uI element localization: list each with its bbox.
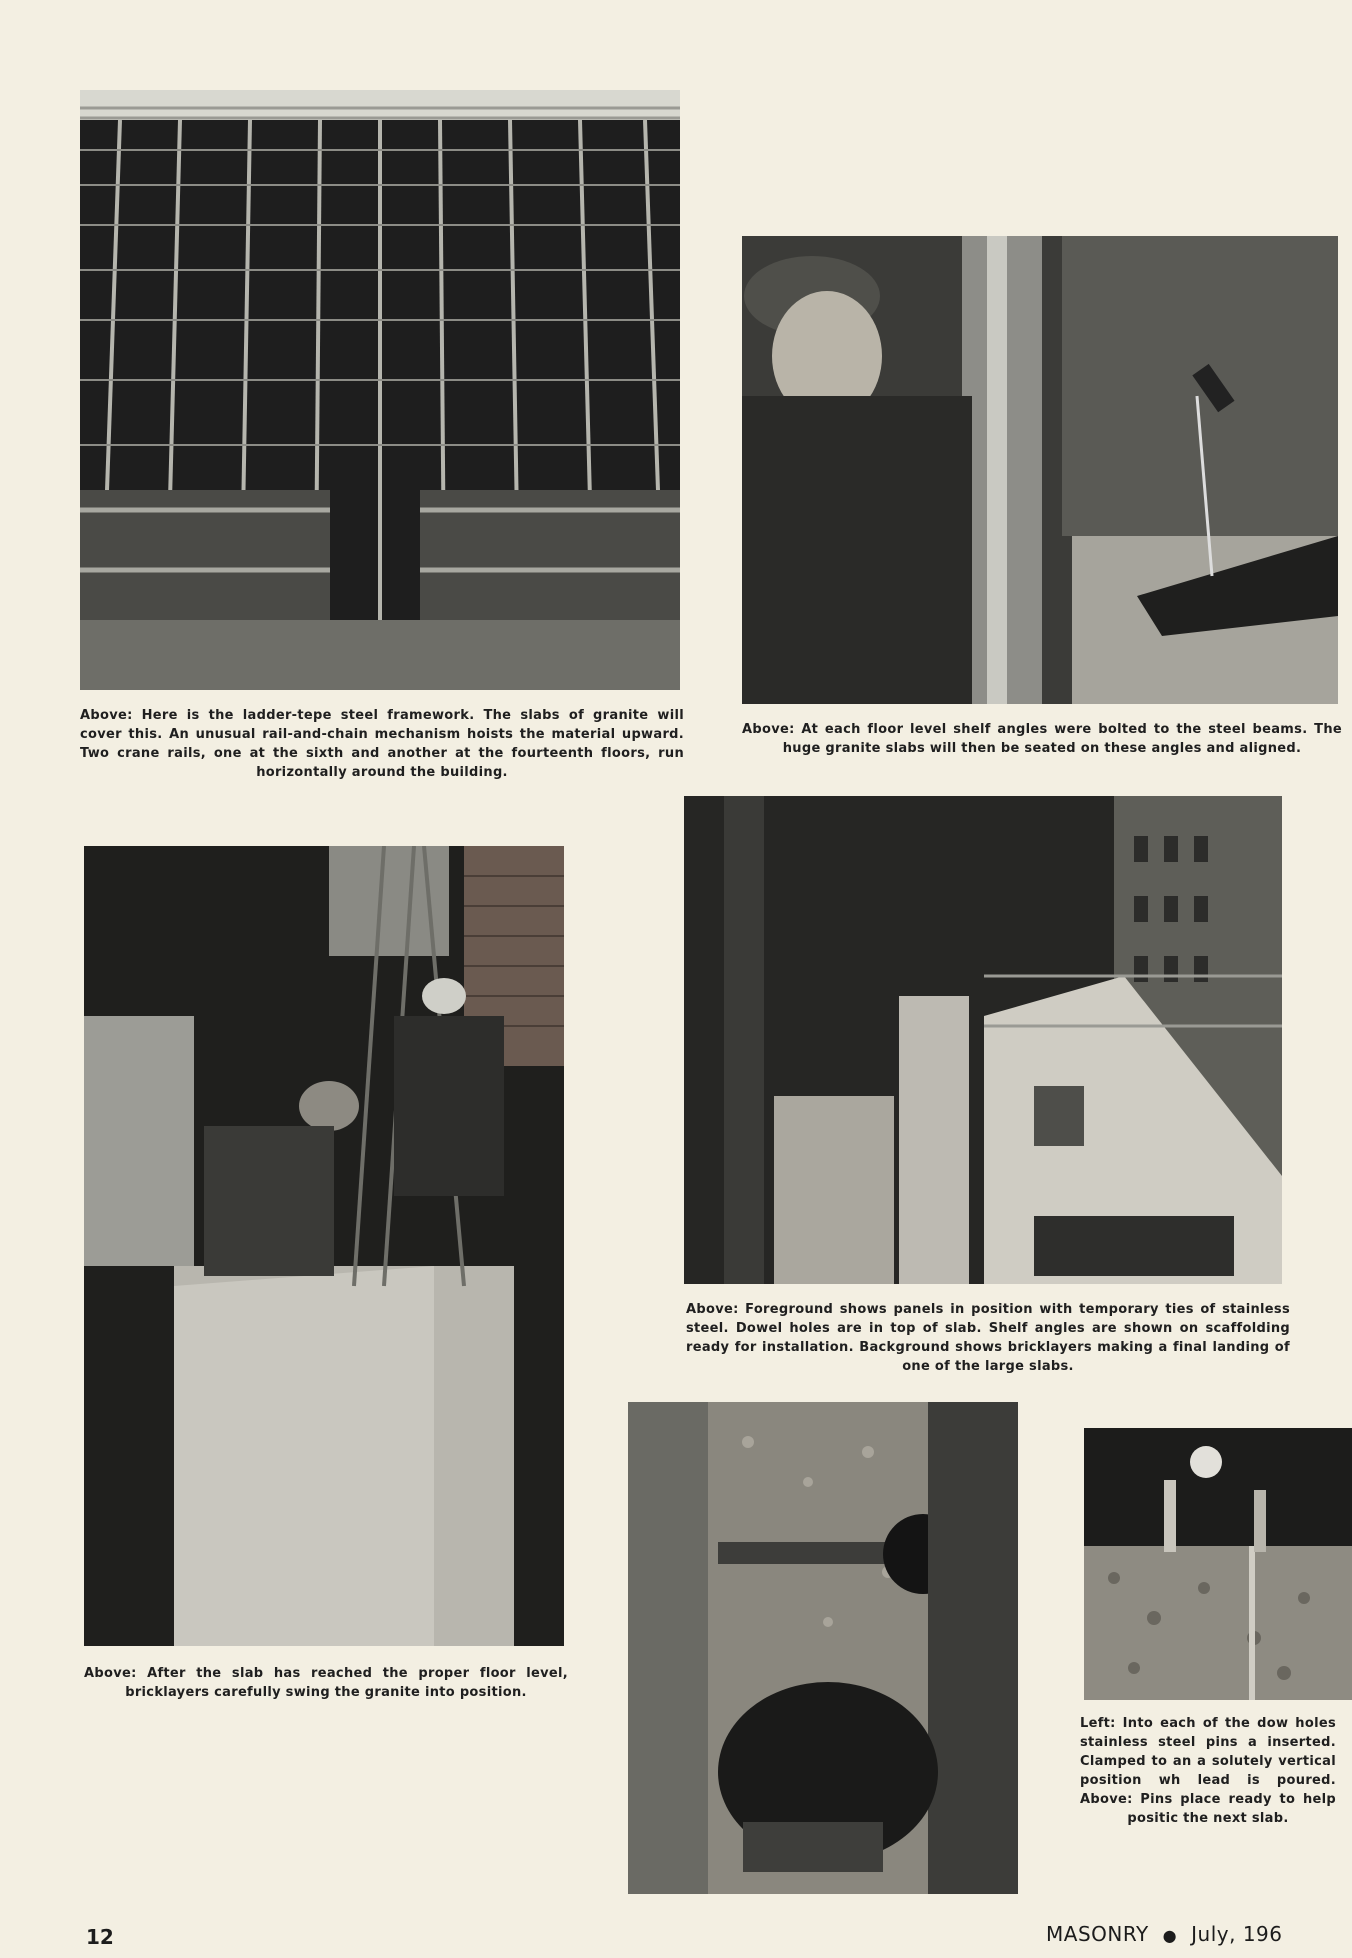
caption-pins: Left: Into each of the dow holes stainless steel pins a inserted. Clamped to an a solutely vertical position wh lead is poured. Above: Pins place ready to help positic the next slab. <box>1080 1716 1336 1826</box>
caption-foreground: Above: Foreground shows panels in position with temporary ties of stainless steel. Dowel holes are in top of slab. Shelf angles are shown on scaffolding ready for installation. Background shows bricklayers making a final landing of one of the large slabs. <box>686 1302 1290 1374</box>
caption-swing: Above: After the slab has reached the proper floor level, bricklayers carefully swing the granite into position. <box>84 1666 568 1700</box>
photo-foreground-panels <box>684 796 1282 1284</box>
photo-shelf-angles <box>742 236 1338 704</box>
photo-steel-framework <box>80 90 680 690</box>
photo-dowel-clamp <box>628 1402 1018 1894</box>
separator-dot: ● <box>1162 1926 1178 1945</box>
photo-swing-slab <box>84 846 564 1646</box>
photo-pins <box>1084 1428 1352 1700</box>
magazine-name: MASONRY <box>1046 1922 1149 1946</box>
caption-framework: Above: Here is the ladder-tepe steel framework. The slabs of granite will cover this. An unusual rail-and-chain mechanism hoists the material upward. Two crane rails, one at the sixth and another at the fourteenth floors, run horizontally around the building. <box>80 708 684 780</box>
caption-shelf-angles: Above: At each floor level shelf angles were bolted to the steel beams. The huge granite slabs will then be seated on these angles and aligned. <box>742 722 1342 756</box>
issue-date: July, 196 <box>1191 1922 1283 1946</box>
magazine-footer <box>1046 1922 1283 1946</box>
page-number: 12 <box>86 1925 114 1949</box>
